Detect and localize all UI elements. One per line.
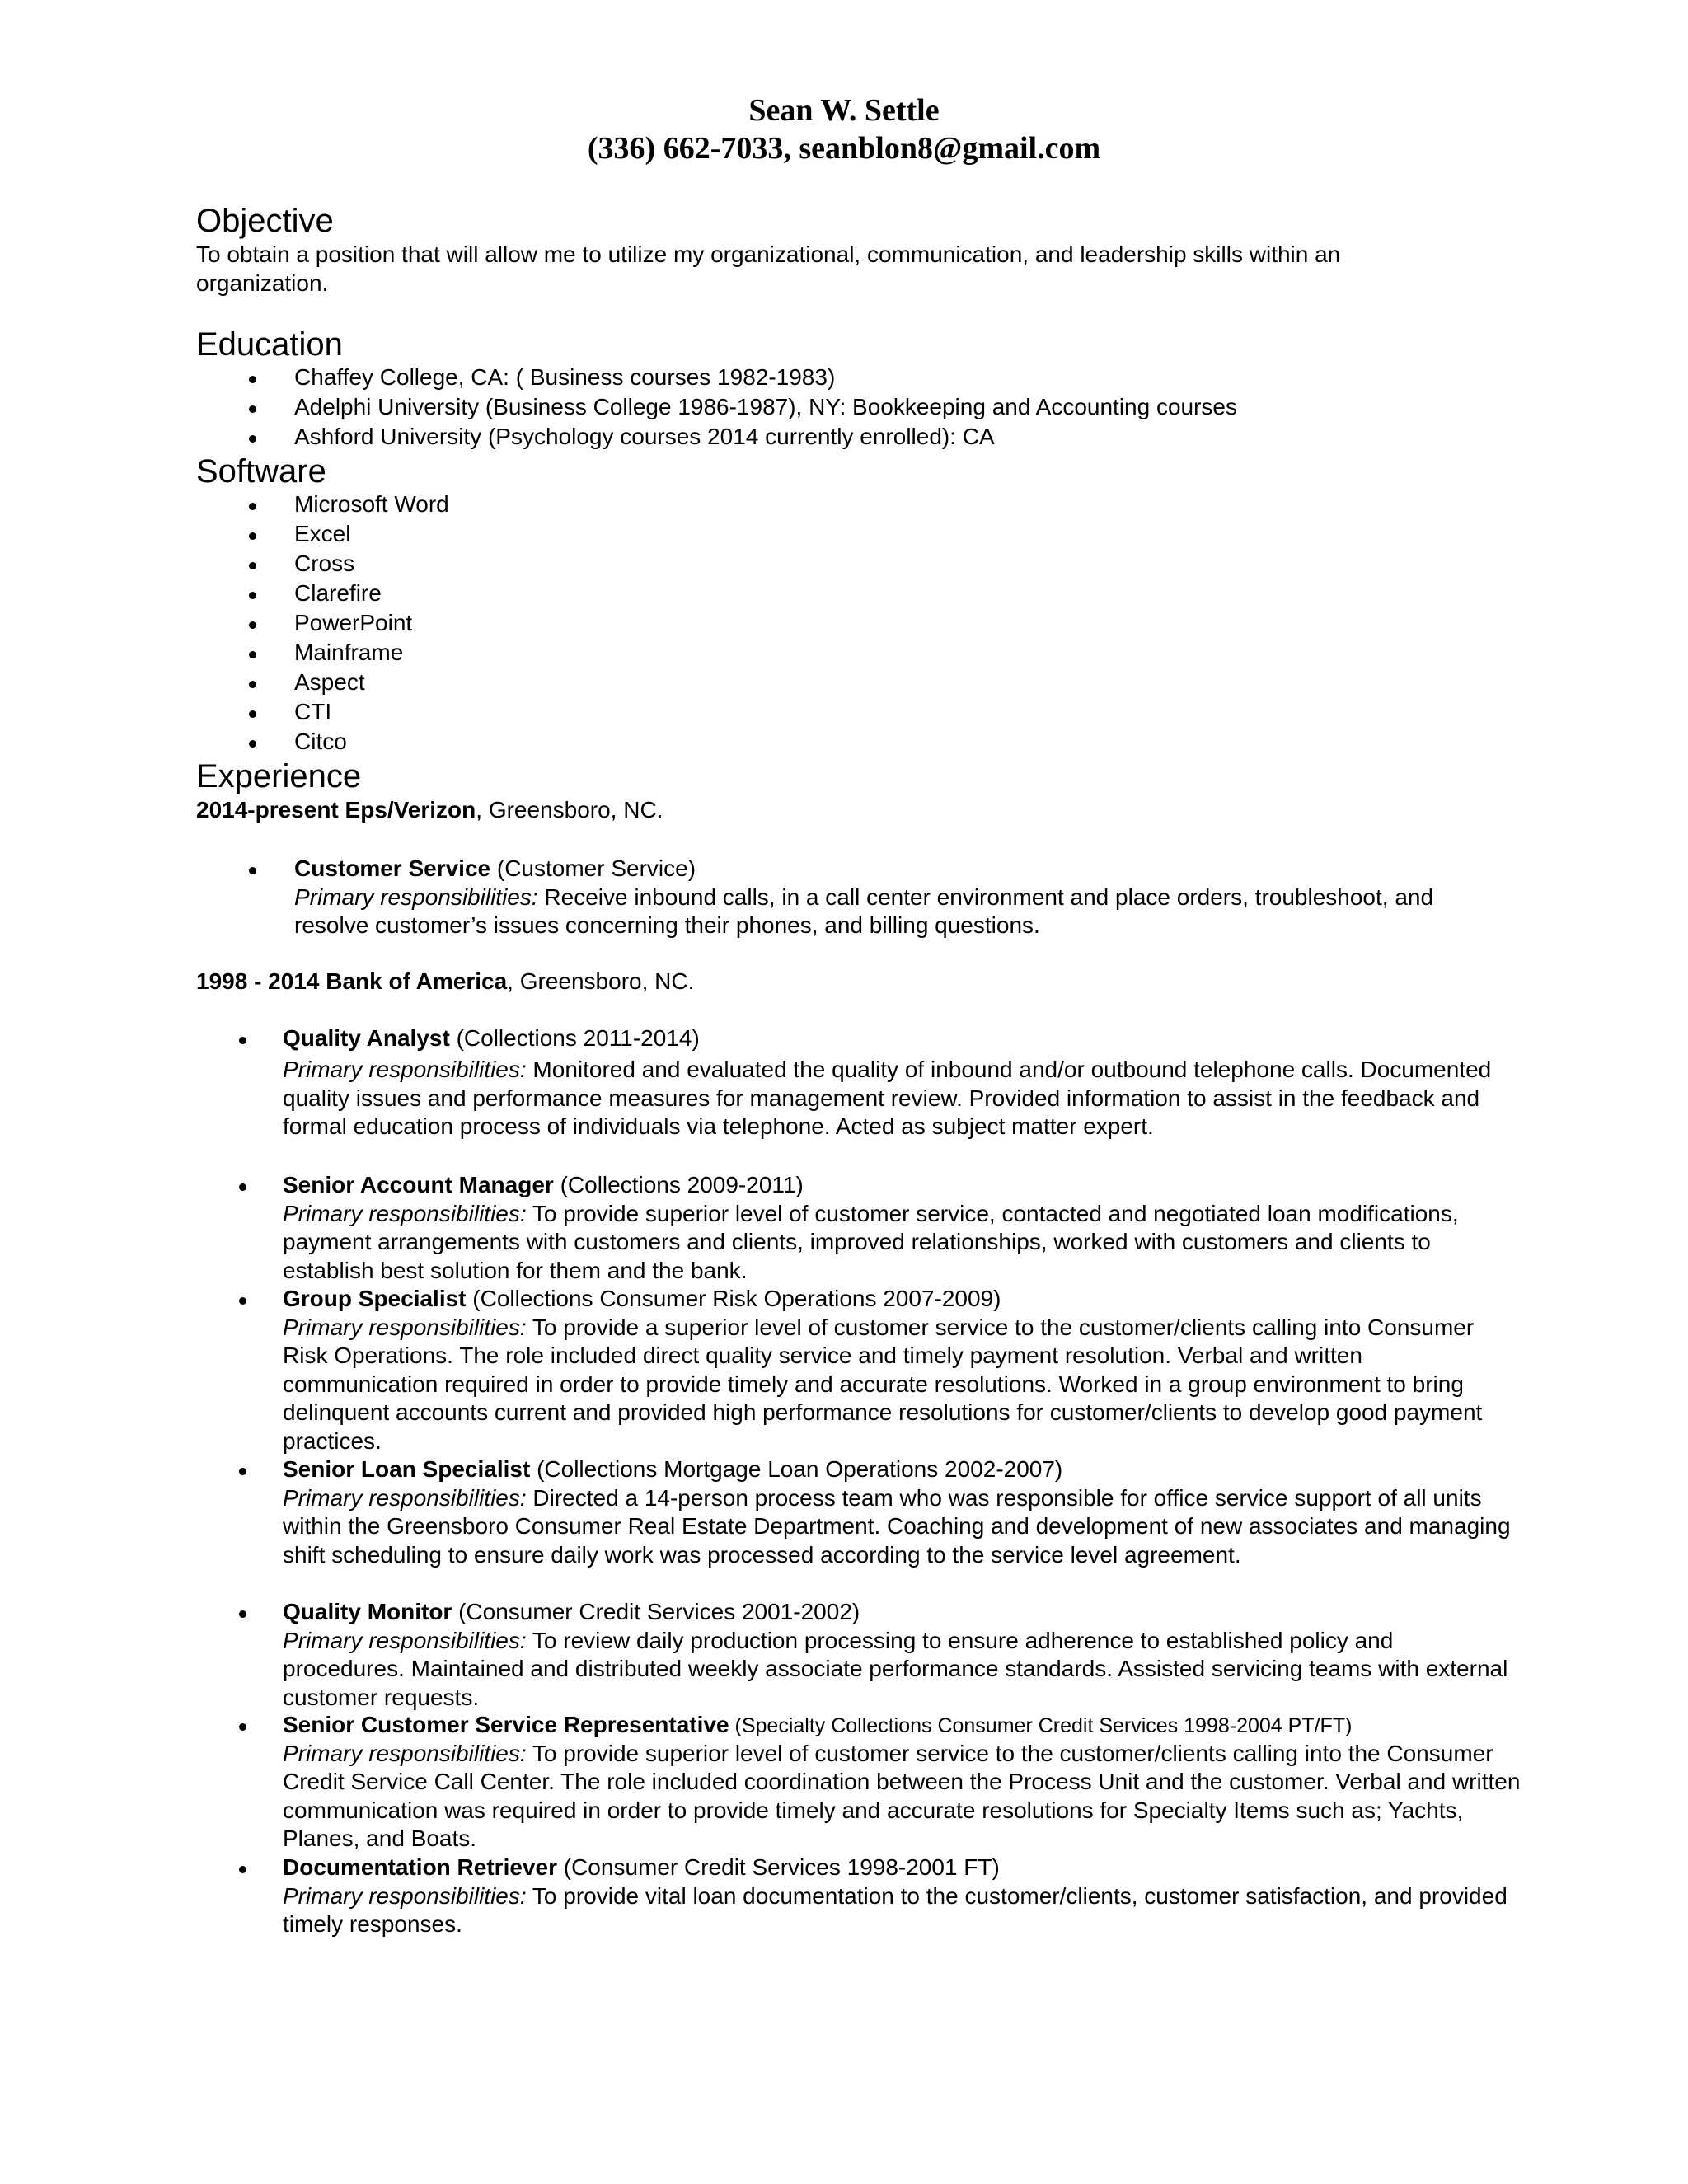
- bullet-icon: [249, 532, 256, 540]
- job-role: Customer Service: [294, 855, 491, 881]
- software-entry: Aspect: [294, 669, 365, 695]
- bullet-icon: [249, 503, 256, 510]
- job-detail: (Consumer Credit Services 1998-2001 FT): [556, 1854, 1000, 1880]
- list-item: [0, 668, 1688, 698]
- responsibilities-label: Primary responsibilities:: [283, 1057, 527, 1082]
- job-desc-text: Receive inbound calls, in a call center environment and place orders, troubleshoot, and resolve customer’s issues concerning their phones, and billing questions.: [294, 883, 1434, 938]
- software-heading: Software: [196, 453, 326, 490]
- job-description: [294, 883, 1465, 940]
- list-item: [0, 490, 1688, 520]
- bullet-icon: [249, 710, 256, 718]
- job-title-line: [283, 1171, 804, 1200]
- bullet-icon: [239, 1723, 246, 1731]
- list-item: [0, 728, 1688, 757]
- job-title-line: [283, 1455, 1062, 1484]
- job-description: [283, 1200, 1519, 1286]
- list-item: [0, 520, 1688, 550]
- employer-location: , Greensboro, NC.: [476, 797, 663, 823]
- bullet-icon: [249, 681, 256, 688]
- bullet-icon: [249, 621, 256, 629]
- software-entry: Excel: [294, 521, 351, 546]
- job-title-line: [283, 1711, 1352, 1741]
- bullet-icon: [239, 1297, 246, 1305]
- job-desc-text: To provide vital loan documentation to the customer/clients, customer satisfaction, and provided timely responses.: [283, 1882, 1507, 1937]
- responsibilities-label: Primary responsibilities:: [283, 1200, 527, 1226]
- employer-years-company: 1998 - 2014 Bank of America: [196, 968, 508, 994]
- bullet-icon: [239, 1610, 246, 1618]
- job-detail: (Customer Service): [490, 855, 696, 881]
- software-entry: Citco: [294, 729, 347, 754]
- list-item: [0, 698, 1688, 728]
- job-title-line: [283, 1285, 1001, 1314]
- job-desc-text: Directed a 14-person process team who was responsible for office service support of all units within the Greensboro Consumer Real Estate Department. Coaching and development of new associates and managing shift scheduling to ensure daily work was processed according to the service level agreement.: [283, 1484, 1511, 1568]
- software-entry: PowerPoint: [294, 610, 413, 635]
- responsibilities-label: Primary responsibilities:: [283, 1882, 527, 1909]
- objective-heading: Objective: [196, 203, 334, 239]
- job-description: [283, 1056, 1519, 1141]
- bullet-icon: [249, 376, 256, 383]
- employer-line: [196, 796, 663, 824]
- candidate-name: Sean W. Settle: [748, 93, 940, 128]
- experience-heading: Experience: [196, 758, 362, 794]
- job-description: [283, 1882, 1519, 1939]
- job-title-line: [283, 1024, 700, 1053]
- job-desc-text: To provide superior level of customer service, contacted and negotiated loan modifications, payment arrangements with customers and clients, improved relationships, worked with customers and clients to establish best solution for them and the bank.: [283, 1200, 1459, 1283]
- job-role: Senior Customer Service Representative: [283, 1712, 729, 1737]
- job-desc-text: To provide superior level of customer service to the customer/clients calling into the Consumer Credit Service Call Center. The role included coordination between the Process Unit and the customer. Verbal and written communication was required in order to provide timely and accurate resolutions for Specialty Items such as; Yachts, Planes, and Boats.: [283, 1740, 1521, 1851]
- software-entry: Cross: [294, 551, 355, 576]
- bullet-icon: [249, 435, 256, 443]
- job-detail: (Collections Consumer Risk Operations 2007-2009): [466, 1286, 1001, 1311]
- bullet-icon: [249, 405, 256, 413]
- list-item: [0, 423, 1688, 452]
- job-role: Quality Analyst: [283, 1025, 450, 1051]
- job-detail: (Specialty Collections Consumer Credit Services 1998-2004 PT/FT): [729, 1714, 1353, 1737]
- responsibilities-label: Primary responsibilities:: [294, 883, 538, 910]
- list-item: [0, 363, 1688, 393]
- job-detail: (Collections Mortgage Loan Operations 2002-2007): [530, 1456, 1063, 1482]
- employer-location: , Greensboro, NC.: [507, 968, 695, 994]
- job-role: Senior Loan Specialist: [283, 1456, 531, 1482]
- contact-line: (336) 662-7033, seanblon8@gmail.com: [587, 131, 1101, 166]
- bullet-icon: [249, 651, 256, 658]
- bullet-icon: [239, 1866, 246, 1873]
- job-description: [283, 1627, 1519, 1713]
- job-description: [283, 1314, 1519, 1456]
- job-role: Documentation Retriever: [283, 1854, 557, 1880]
- bullet-icon: [239, 1468, 246, 1475]
- job-desc-text: To provide a superior level of customer service to the customer/clients calling into Consumer Risk Operations. The role included direct quality service and timely payment resolution. Verbal and written communication required in order to provide timely and accurate resolutions. Worked in a group environment to bring delinquent accounts current and provided high performance resolutions for customer/clients to develop good payment practices.: [283, 1314, 1483, 1454]
- software-entry: Microsoft Word: [294, 491, 449, 517]
- objective-text: To obtain a position that will allow me to utilize my organizational, communication, and leadership skills within an organization.: [196, 241, 1341, 296]
- education-entry: Ashford University (Psychology courses 2014 currently enrolled): CA: [294, 424, 995, 449]
- job-description: [283, 1484, 1519, 1570]
- list-item: [0, 579, 1688, 609]
- responsibilities-label: Primary responsibilities:: [283, 1484, 527, 1511]
- bullet-icon: [239, 1183, 246, 1191]
- bullet-icon: [249, 592, 256, 599]
- software-entry: CTI: [294, 699, 332, 724]
- job-role: Senior Account Manager: [283, 1172, 554, 1197]
- software-entry: Mainframe: [294, 640, 404, 665]
- list-item: [0, 609, 1688, 639]
- education-entry: Adelphi University (Business College 1986-1987), NY: Bookkeeping and Accounting courses: [294, 394, 1238, 419]
- job-detail: (Collections 2011-2014): [449, 1025, 700, 1051]
- education-heading: Education: [196, 326, 343, 363]
- job-role: Quality Monitor: [283, 1599, 452, 1624]
- job-title-line: [283, 1854, 1000, 1882]
- employer-line: [196, 968, 694, 996]
- education-entry: Chaffey College, CA: ( Business courses 1982-1983): [294, 364, 836, 390]
- job-detail: (Consumer Credit Services 2001-2002): [452, 1599, 860, 1624]
- job-desc-text: To review daily production processing to ensure adherence to established policy and procedures. Maintained and distributed weekly associate performance standards. Assisted servicing teams with external customer requests.: [283, 1627, 1508, 1710]
- employer-years-company: 2014-present Eps/Verizon: [196, 797, 476, 823]
- responsibilities-label: Primary responsibilities:: [283, 1740, 527, 1766]
- responsibilities-label: Primary responsibilities:: [283, 1314, 527, 1340]
- bullet-icon: [239, 1037, 246, 1044]
- list-item: [0, 639, 1688, 668]
- list-item: [0, 550, 1688, 579]
- bullet-icon: [249, 867, 256, 874]
- bullet-icon: [249, 562, 256, 569]
- software-entry: Clarefire: [294, 580, 382, 606]
- job-title-line: [283, 1598, 860, 1627]
- job-detail: (Collections 2009-2011): [553, 1172, 804, 1197]
- list-item: [0, 393, 1688, 423]
- bullet-icon: [249, 740, 256, 748]
- job-role: Group Specialist: [283, 1286, 467, 1311]
- job-description: [283, 1740, 1527, 1854]
- job-title-line: [294, 855, 696, 883]
- responsibilities-label: Primary responsibilities:: [283, 1627, 527, 1653]
- job-desc-text: Monitored and evaluated the quality of inbound and/or outbound telephone calls. Documented quality issues and performance measures for management review. Provided information to assist in the feedback and formal education process of individuals via telephone. Acted as subject matter expert.: [283, 1057, 1492, 1139]
